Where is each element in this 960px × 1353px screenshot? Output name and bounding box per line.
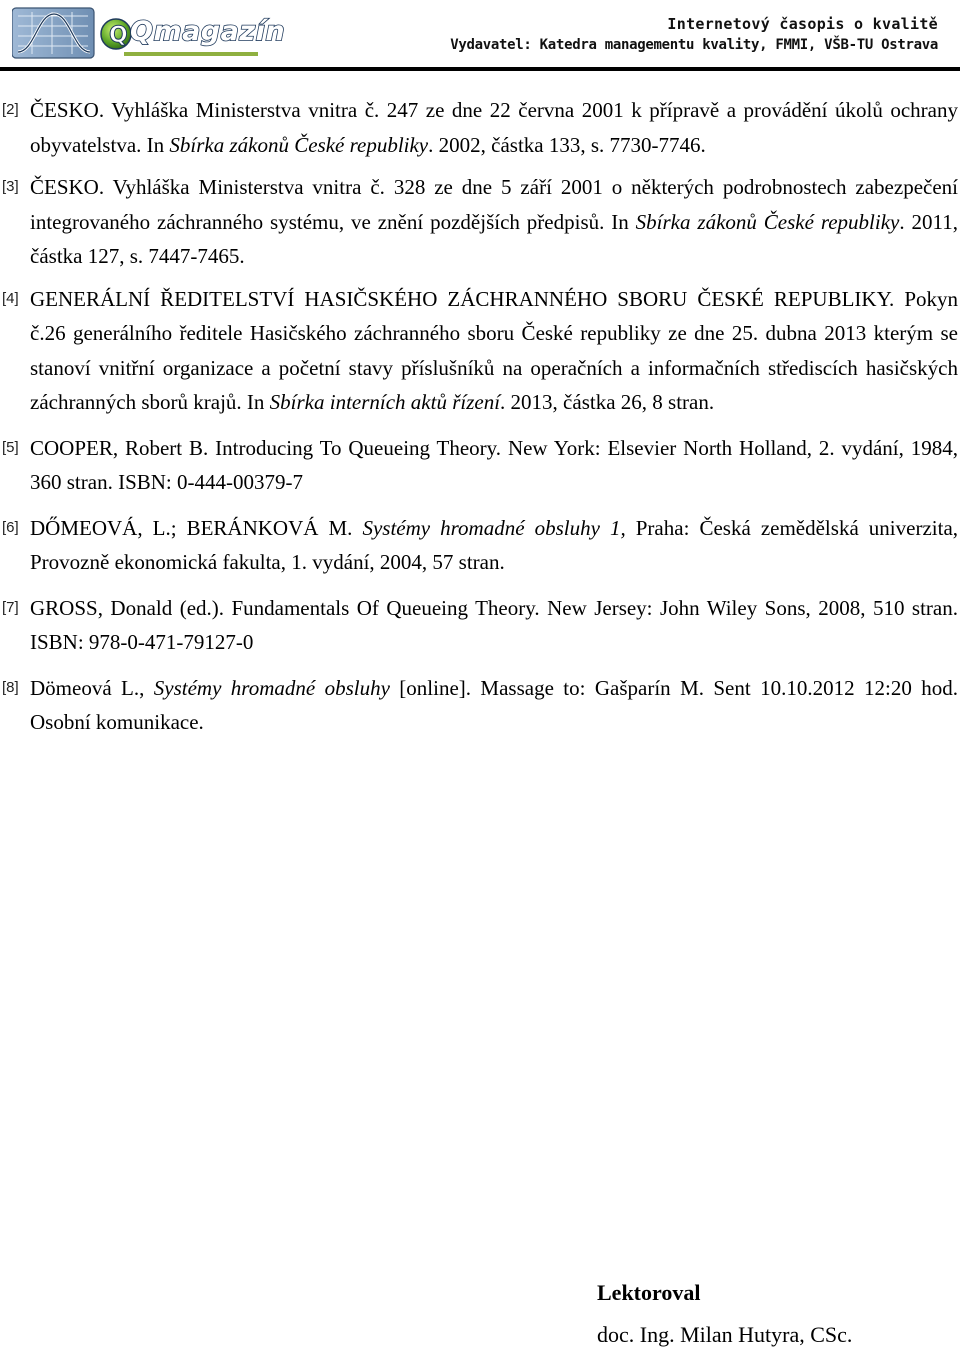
reference-run: ČESKO. Vyhláška Ministerstva vnitra č. 247 ze dne 22 června 2001 k přípravě a provádění úkolů ochrany obyvatelstva. In: [30, 98, 958, 157]
reference-item: [0, 591, 958, 660]
reviewed-by-label: Lektoroval: [597, 1280, 701, 1305]
reference-run: COOPER, Robert B. Introducing To Queueing Theory. New York: Elsevier North Holland, 2. vydání, 1984, 360 stran. ISBN: 0-444-00379-7: [30, 435, 958, 494]
reference-item: [0, 93, 958, 162]
reference-italic-run: Systémy hromadné obsluhy: [153, 675, 390, 700]
reference-run: [online]. Massage to: Gašparín M. Sent 10.10.2012 12:20 hod. Osobní komunikace.: [30, 675, 958, 734]
reference-number: [7]: [2, 598, 19, 616]
reference-number: [8]: [2, 678, 19, 696]
reviewer-name: doc. Ing. Milan Hutyra, CSc.: [597, 1322, 853, 1347]
reference-italic-run: Sbírka zákonů České republiky: [169, 132, 429, 157]
reference-text: [30, 516, 958, 575]
reference-run: GENERÁLNÍ ŘEDITELSTVÍ HASIČSKÉHO ZÁCHRANNÉHO SBORU ČESKÉ REPUBLIKY. Pokyn č.26 generálního ředitele Hasičského záchranného sboru České republiky ze dne 25. dubna 2013 kterým se stanoví vnitřní organizace a početní stavy příslušníků na operačních a informačních střediscích hasičských záchranných sborů krajů. In: [30, 286, 958, 414]
reference-number: [5]: [2, 438, 19, 456]
reference-item: [0, 511, 958, 580]
reference-run: Praha: Česká zemědělská univerzita, Provozně ekonomická fakulta, 1. vydání, 2004, 57 stran.: [30, 515, 959, 574]
reference-run: . 2011, částka 127, s. 7447-7465.: [30, 209, 958, 268]
reference-item: [0, 170, 958, 274]
reference-text: [30, 287, 958, 415]
header-divider: [0, 67, 960, 71]
reference-item: [0, 671, 958, 740]
logo-wordmark: Qmagazín: [130, 16, 286, 47]
reference-run: Dömeová L.,: [30, 675, 154, 700]
reference-run: . 2002, částka 133, s. 7730-7746.: [428, 132, 706, 157]
reference-number: [2]: [2, 101, 19, 118]
journal-info: [450, 14, 938, 56]
reviewer-signature: [597, 1276, 852, 1350]
reference-run: GROSS, Donald (ed.). Fundamentals Of Queueing Theory. New Jersey: John Wiley Sons, 2008, 510 stran. ISBN: 978-0-471-79127-0: [30, 595, 958, 654]
qmagazin-logo: [12, 6, 286, 64]
reference-number: [3]: [2, 178, 19, 195]
reference-run: . 2013, částka 26, 8 stran.: [500, 390, 715, 414]
reference-italic-run: Sbírka interních aktů řízení: [269, 390, 501, 414]
reference-run: DŐMEOVÁ, L.; BERÁNKOVÁ M.: [30, 515, 363, 540]
reference-run: ČESKO. Vyhláška Ministerstva vnitra č. 328 ze dne 5 září 2001 o některých podrobnostech zabezpečení integrovaného záchranného systému, ve znění pozdějších předpisů. In: [30, 175, 958, 234]
reference-number: [4]: [2, 289, 19, 307]
reference-text: [30, 676, 958, 735]
svg-text:Q: Q: [109, 23, 128, 48]
reference-item: [0, 431, 958, 500]
journal-title: Internetový časopis o kvalitě: [667, 15, 938, 33]
reference-text: [30, 596, 958, 655]
reference-text: [30, 175, 958, 268]
reference-italic-run: Systémy hromadné obsluhy 1,: [362, 515, 626, 540]
journal-publisher: Vydavatel: Katedra managementu kvality, FMMI, VŠB-TU Ostrava: [450, 37, 938, 53]
reference-text: [30, 98, 958, 157]
reference-item: [0, 282, 958, 420]
reference-number: [6]: [2, 518, 19, 536]
reference-text: [30, 436, 958, 495]
reference-italic-run: Sbírka zákonů České republiky: [635, 209, 900, 234]
reference-list: [0, 93, 958, 740]
page-header: [0, 0, 960, 80]
